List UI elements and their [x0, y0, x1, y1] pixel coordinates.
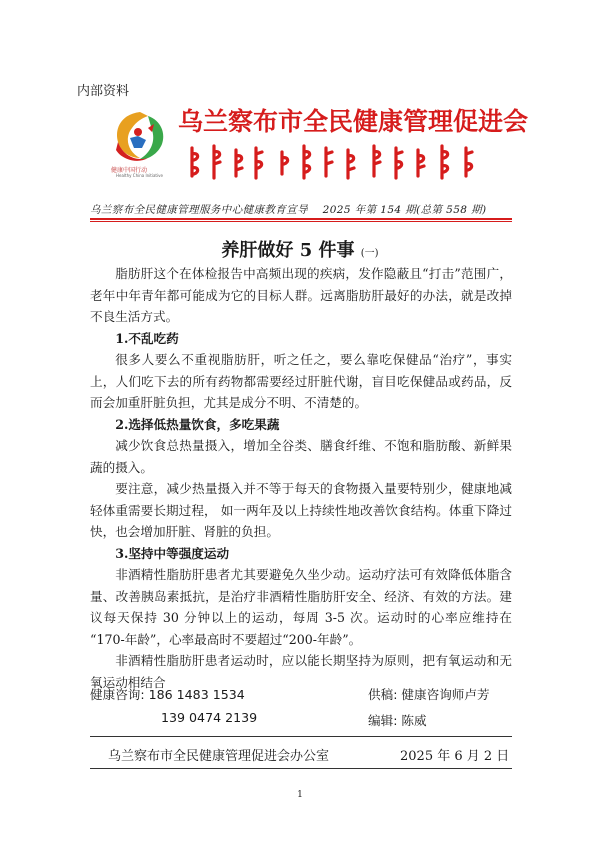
editor-credit: 编辑: 陈威: [368, 713, 427, 728]
article-paragraph: 非酒精性脂肪肝患者尤其要避免久坐少动。运动疗法可有效降低体脂含量、改善胰岛素抵抗，是治疗非酒精性脂肪肝安全、经济、有效的方法。建议每天保持 30 分钟以上的运动，每周 3-5 次。运动时的心率应维持在 “170-年龄”，心率最高时不要超过“200-年龄”。: [90, 567, 512, 647]
article-paragraph: 要注意，减少热量摄入并不等于每天的食物摄入量要特别少，健康地减轻体重需要长期过程， 如一两年及以上持续性地改善饮食结构。体重下降过快，也会增加肝脏、肾脏的负担。: [90, 481, 512, 539]
health-china-logo-icon: [108, 108, 172, 170]
section-heading: 1.不乱吃药: [115, 330, 179, 346]
footer-bottom-rule: [90, 768, 512, 769]
issue-line: 乌兰察布全民健康管理服务中心健康教育宣导 2025 年第 154 期(总第 558 期): [90, 204, 487, 216]
provider-credit: 供稿: 健康咨询师卢芳: [368, 687, 490, 702]
footer-office: 乌兰察布市全民健康管理促进会办公室: [108, 749, 330, 764]
mongolian-script-decoration: [186, 142, 486, 182]
article-part-label: (一): [360, 248, 379, 259]
article-paragraph: 很多人要么不重视脂肪肝，听之任之，要么靠吃保健品“治疗”，事实上，人们吃下去的所有药物都需要经过肝脏代谢，盲目吃保健品或药品，反而会加重肝脏负担，尤其是成分不明、不清楚的。: [90, 352, 512, 410]
section-heading: 2.选择低热量饮食，多吃果蔬: [115, 416, 280, 432]
footer-date: 2025 年 6 月 2 日: [400, 749, 510, 764]
logo-subcaption: Healthy China Initiative: [116, 173, 163, 178]
footer-top-rule: [90, 736, 512, 737]
header-red-rule-thin: [90, 221, 512, 222]
section-heading: 3.坚持中等强度运动: [115, 545, 230, 561]
article-paragraph: 减少饮食总热量摄入，增加全谷类、膳食纤维、不饱和脂肪酸、新鲜果蔬的摄入。: [90, 438, 512, 475]
consult-phone-1: 健康咨询: 186 1483 1534: [90, 687, 245, 702]
consult-phone-2: 139 0474 2139: [161, 710, 258, 725]
page-number: 1: [297, 790, 303, 800]
article-paragraph: 脂肪肝这个在体检报告中高频出现的疾病，发作隐蔽且“打击”范围广，老年中年青年都可能成为它的目标人群。远离脂肪肝最好的办法，就是改掉不良生活方式。: [90, 266, 512, 324]
article-title: [0, 236, 600, 262]
article-body: [90, 263, 512, 693]
logo-caption: 健康中国行动: [111, 167, 148, 174]
article-title-text: 养肝做好 5 件事: [221, 240, 355, 261]
org-title: 乌兰察布市全民健康管理促进会: [178, 107, 529, 136]
header-red-rule: [90, 218, 512, 220]
article-paragraph: 非酒精性脂肪肝患者运动时，应以能长期坚持为原则，把有氧运动和无氧运动相结合: [90, 653, 512, 690]
internal-label: 内部资料: [77, 84, 130, 99]
